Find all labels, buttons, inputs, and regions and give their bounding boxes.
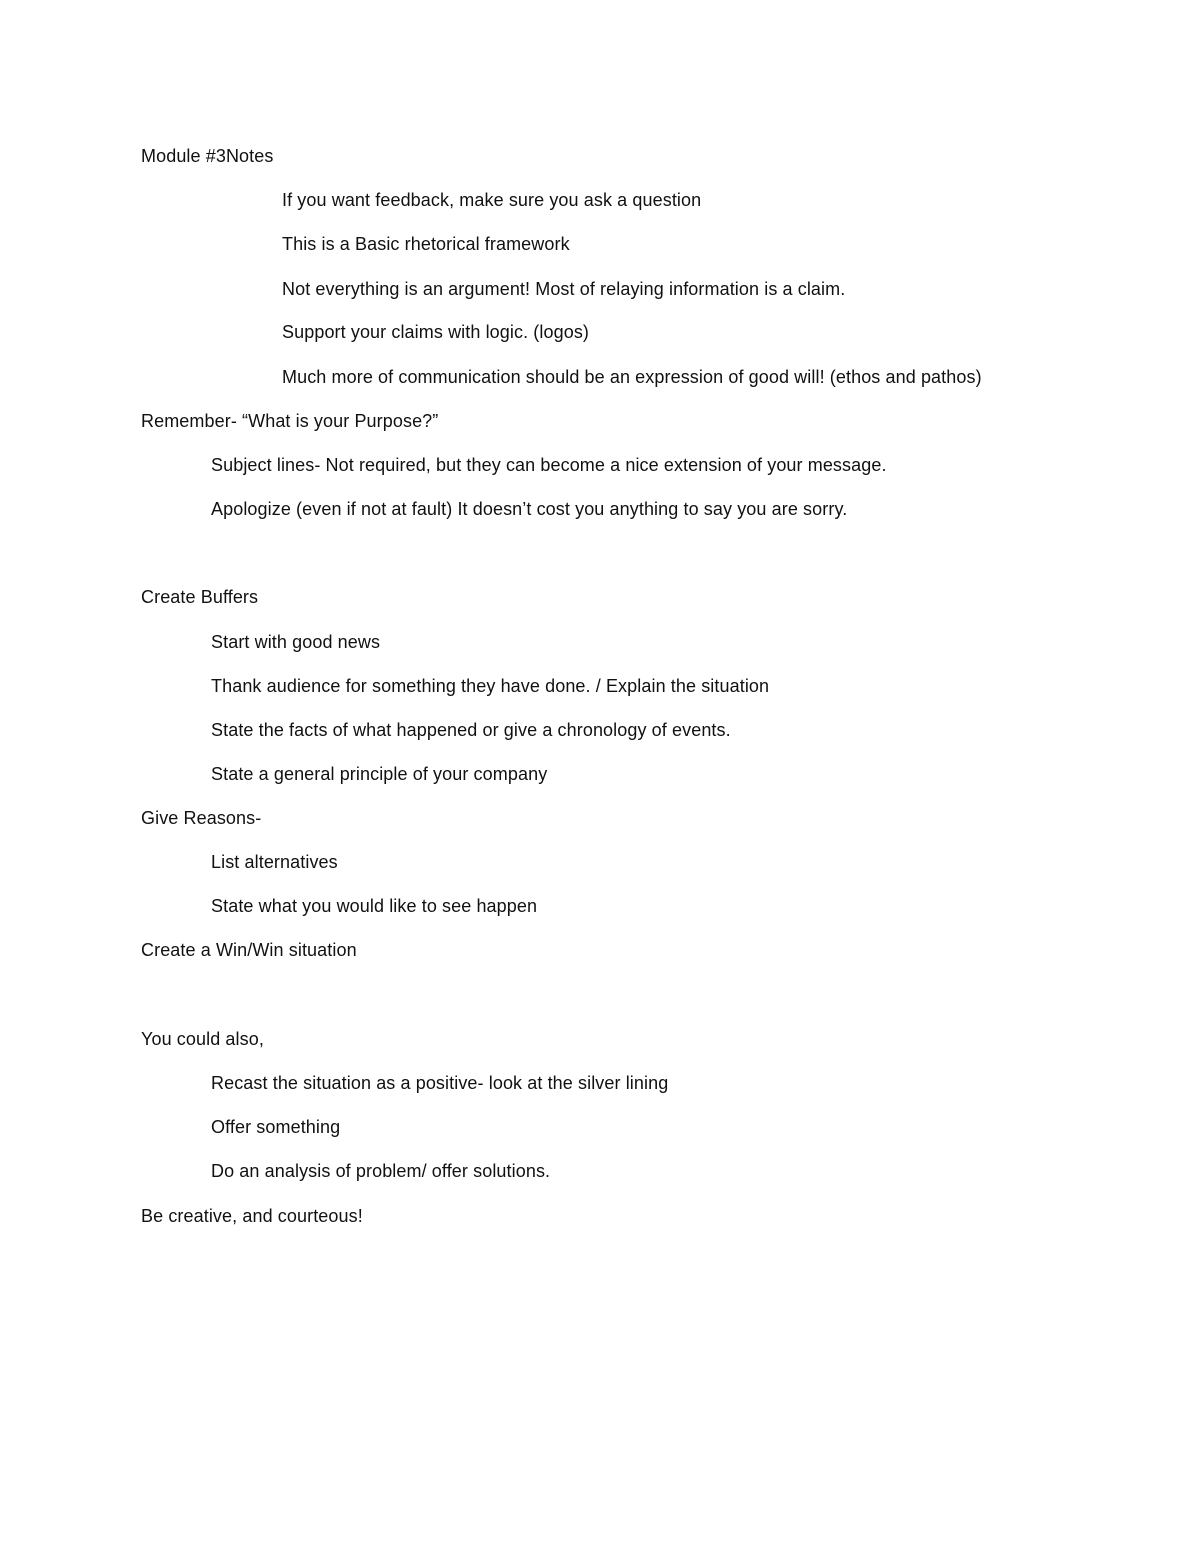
section-heading-reasons: Give Reasons- (141, 808, 262, 828)
section-heading-buffers: Create Buffers (141, 587, 259, 607)
closing-line: Be creative, and courteous! (141, 1206, 363, 1226)
list-item: Much more of communication should be an expression of good will! (ethos and pathos) (282, 367, 982, 387)
list-item: Subject lines- Not required, but they can become a nice extension of your message. (211, 455, 887, 475)
list-item: Start with good news (211, 632, 381, 652)
document-title: Module #3Notes (141, 146, 274, 166)
list-item: Do an analysis of problem/ offer solutions. (211, 1161, 551, 1181)
list-item: Apologize (even if not at fault) It doesn’t cost you anything to say you are sorry. (211, 499, 848, 519)
section-heading-also: You could also, (141, 1029, 264, 1049)
list-item: Recast the situation as a positive- look at the silver lining (211, 1073, 669, 1093)
section-heading-remember: Remember- “What is your Purpose?” (141, 411, 439, 431)
list-item: State what you would like to see happen (211, 896, 538, 916)
list-item: This is a Basic rhetorical framework (282, 234, 570, 254)
list-item: State a general principle of your company (211, 764, 548, 784)
list-item: Support your claims with logic. (logos) (282, 322, 590, 342)
list-item: Not everything is an argument! Most of relaying information is a claim. (282, 279, 846, 299)
list-item: State the facts of what happened or give a chronology of events. (211, 720, 731, 740)
section-heading-winwin: Create a Win/Win situation (141, 940, 357, 960)
list-item: Thank audience for something they have done. / Explain the situation (211, 676, 770, 696)
list-item: List alternatives (211, 852, 338, 872)
list-item: If you want feedback, make sure you ask a question (282, 190, 702, 210)
list-item: Offer something (211, 1117, 341, 1137)
